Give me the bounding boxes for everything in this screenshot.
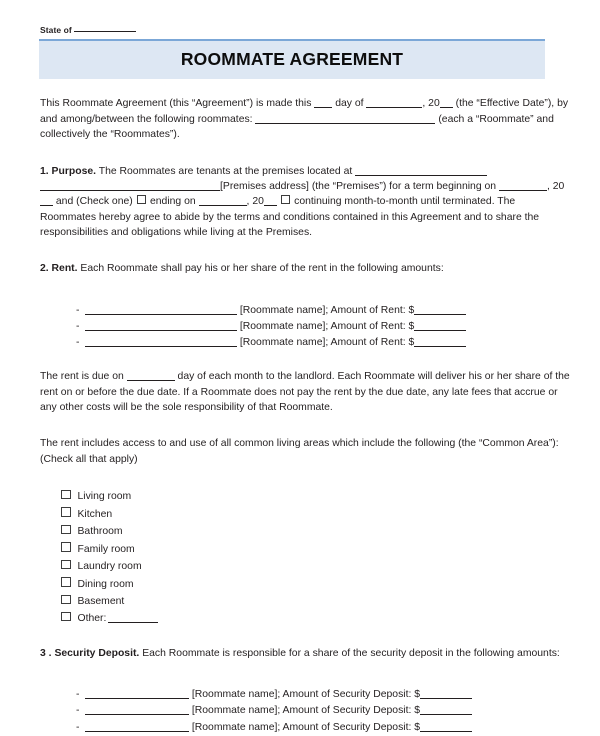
intro-day-blank[interactable]: [314, 98, 332, 109]
rent-name-blank[interactable]: [85, 304, 237, 315]
section-deposit-intro: [40, 646, 574, 661]
rent-amount-blank[interactable]: [414, 337, 466, 348]
list-item[interactable]: [60, 541, 574, 558]
deposit-row-label: [Roommate name]; Amount of Security Deposit: $: [191, 689, 421, 701]
common-area-label: Basement: [77, 596, 125, 607]
row-dash: -: [76, 304, 80, 316]
intro-month-blank[interactable]: [366, 98, 422, 109]
premises-blank-2[interactable]: [40, 180, 220, 191]
section-purpose-text-6: , 20: [246, 196, 264, 208]
rent-due-day-blank[interactable]: [127, 371, 175, 382]
spacer: [40, 628, 574, 646]
common-area-paragraph: The rent includes access to and use of all common living areas which include the following (the “Common Area”): (Check all that apply): [40, 438, 559, 465]
common-area-label: Family room: [77, 543, 135, 555]
row-dash: -: [76, 705, 80, 717]
row-dash: -: [76, 689, 80, 701]
deposit-amount-blank[interactable]: [420, 721, 472, 732]
common-areas-list: [60, 488, 574, 628]
intro-roommates-blank[interactable]: [255, 113, 435, 124]
checkbox-other[interactable]: [61, 612, 71, 622]
checkbox-laundry-room[interactable]: [61, 560, 71, 570]
section-rent-intro: [40, 261, 574, 276]
list-item[interactable]: [60, 523, 574, 540]
deposit-amount-blank[interactable]: [420, 705, 472, 716]
intro-text-1: This Roommate Agreement (this “Agreement”) is made this: [40, 98, 312, 110]
common-area-label: Dining room: [77, 578, 134, 590]
checkbox-ending-on[interactable]: [137, 195, 147, 205]
rent-due-text-2: day of each month to the landlord. Each Roommate will deliver his or her share of the rent on or before the due date. If a Roommate does not pay the rent by the due date, any late fees that accrue or any other costs will be the sole responsibility of that Roommate.: [40, 371, 570, 414]
intro-paragraph: [40, 96, 574, 142]
row-dash: -: [76, 721, 80, 733]
checkbox-basement[interactable]: [61, 595, 71, 605]
list-item[interactable]: [60, 558, 574, 575]
intro-text-2: day of: [335, 98, 364, 110]
page-title: ROOMMATE AGREEMENT: [180, 48, 404, 69]
term-end-year-blank[interactable]: [264, 196, 277, 207]
intro-text-4: (the “Effective Date”), by and among/between the following roommates:: [40, 98, 569, 125]
section-purpose-number: 1. Purpose.: [40, 165, 97, 177]
checkbox-kitchen[interactable]: [61, 507, 71, 517]
deposit-name-blank[interactable]: [85, 705, 189, 716]
state-of-label: State of: [40, 25, 72, 35]
checkbox-living-room[interactable]: [61, 490, 71, 500]
section-purpose-text-3: , 20: [546, 180, 565, 192]
title-banner: [39, 39, 545, 79]
term-end-blank[interactable]: [199, 196, 247, 207]
deposit-row-label: [Roommate name]; Amount of Security Deposit: $: [191, 721, 421, 733]
row-dash: -: [76, 337, 80, 349]
checkbox-dining-room[interactable]: [61, 577, 71, 587]
intro-text-3: , 20: [422, 98, 440, 110]
rent-name-blank[interactable]: [85, 320, 237, 331]
spacer: [40, 673, 574, 687]
deposit-row-label: [Roommate name]; Amount of Security Deposit: $: [191, 705, 421, 717]
table-row: [76, 303, 574, 319]
rent-row-label: [Roommate name]; Amount of Rent: $: [239, 337, 415, 349]
deposit-amount-blank[interactable]: [420, 689, 472, 700]
term-start-year-blank[interactable]: [40, 196, 53, 207]
section-deposit-intro-text: Each Roommate is responsible for a share of the security deposit in the following amounts:: [142, 647, 560, 659]
rent-name-blank[interactable]: [85, 337, 237, 348]
table-row: [76, 335, 574, 351]
table-row: [76, 319, 574, 335]
rent-due-paragraph: [40, 369, 574, 415]
premises-blank-1[interactable]: [355, 165, 487, 176]
common-area-label: Laundry room: [77, 561, 142, 573]
spacer: [40, 351, 574, 369]
section-purpose-text-5: ending on: [150, 196, 196, 208]
rent-rows-list: [76, 303, 574, 351]
common-area-label: Bathroom: [77, 526, 123, 538]
section-purpose: [40, 164, 574, 241]
spacer: [40, 479, 574, 488]
rent-amount-blank[interactable]: [414, 304, 466, 315]
checkbox-month-to-month[interactable]: [281, 195, 291, 205]
row-dash: -: [76, 320, 80, 332]
spacer: [40, 427, 574, 436]
spacer: [40, 155, 574, 164]
deposit-name-blank[interactable]: [85, 689, 189, 700]
section-purpose-text-1: The Roommates are tenants at the premises located at: [98, 165, 353, 177]
other-blank[interactable]: [108, 613, 158, 624]
term-start-blank[interactable]: [499, 180, 547, 191]
common-area-label: Living room: [77, 491, 132, 503]
deposit-rows-list: [76, 687, 574, 735]
list-item[interactable]: [60, 593, 574, 610]
rent-due-text-1: The rent is due on: [40, 371, 124, 383]
intro-year-blank[interactable]: [440, 98, 453, 109]
spacer: [40, 252, 574, 261]
section-rent-number: 2. Rent.: [40, 263, 78, 275]
section-rent-intro-text: Each Roommate shall pay his or her share of the rent in the following amounts:: [80, 263, 444, 275]
state-of-line: [40, 26, 574, 35]
rent-row-label: [Roommate name]; Amount of Rent: $: [239, 304, 415, 316]
rent-amount-blank[interactable]: [414, 320, 466, 331]
rent-row-label: [Roommate name]; Amount of Rent: $: [239, 320, 415, 332]
list-item[interactable]: [60, 488, 574, 505]
list-item[interactable]: [60, 506, 574, 523]
section-deposit-number: 3 . Security Deposit.: [40, 647, 140, 659]
spacer: [40, 289, 574, 303]
table-row: [76, 687, 574, 703]
section-purpose-text-4: and (Check one): [55, 196, 133, 208]
list-item[interactable]: [60, 576, 574, 593]
common-area-label: Kitchen: [77, 508, 113, 520]
checkbox-family-room[interactable]: [61, 542, 71, 552]
checkbox-bathroom[interactable]: [61, 525, 71, 535]
state-of-blank[interactable]: [74, 31, 136, 32]
section-purpose-text-2: [Premises address] (the “Premises”) for a term beginning on: [220, 180, 497, 192]
section-purpose-text-7: continuing month-to-month until terminated. The Roommates hereby agree to abide by the terms and conditions contained in this Agreement and to share the responsibilities and obligations while living at the Premises.: [40, 196, 540, 239]
deposit-name-blank[interactable]: [85, 721, 189, 732]
list-item[interactable]: [60, 610, 574, 627]
intro-text-5: (each a “Roommate” and collectively the “Roommates”).: [40, 113, 554, 141]
common-area-label: Other:: [77, 613, 107, 625]
table-row: [76, 720, 574, 736]
